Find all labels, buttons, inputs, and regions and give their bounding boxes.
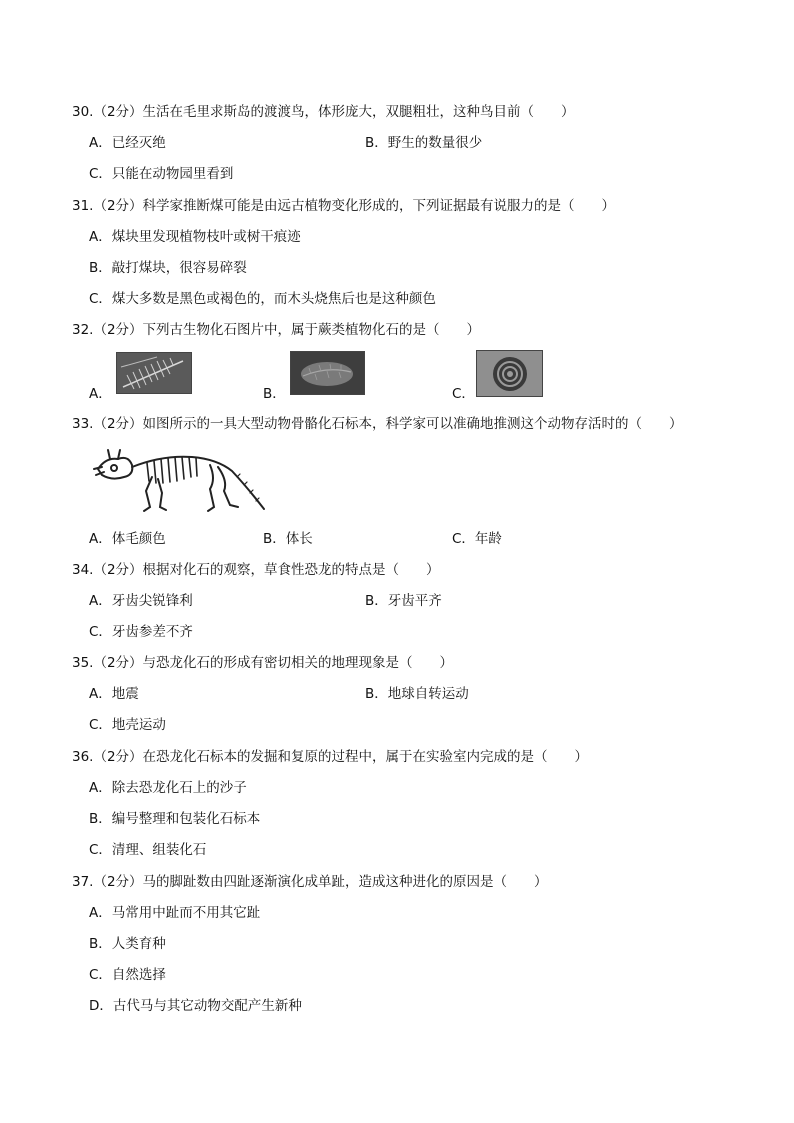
leaf-fossil-image [290, 351, 365, 395]
q34-option-a[interactable]: A．牙齿尖锐锋利 [89, 593, 193, 609]
q34-option-c[interactable]: C．牙齿参差不齐 [89, 624, 193, 640]
q30-option-c[interactable]: C．只能在动物园里看到 [89, 166, 234, 182]
q36-option-c[interactable]: C．清理、组装化石 [89, 842, 207, 858]
q36-option-b[interactable]: B．编号整理和包装化石标本 [89, 811, 261, 827]
q34-option-b[interactable]: B．牙齿平齐 [365, 593, 442, 609]
question-30-stem: 30.（2分）生活在毛里求斯岛的渡渡鸟，体形庞大，双腿粗壮，这种鸟目前（ ） [72, 104, 575, 120]
q32-option-c[interactable]: C． [452, 386, 475, 402]
ammonite-fossil-image [476, 350, 543, 397]
q30-option-b[interactable]: B．野生的数量很少 [365, 135, 483, 151]
dinosaur-skeleton-image [92, 447, 267, 521]
q31-option-c[interactable]: C．煤大多数是黑色或褐色的，而木头烧焦后也是这种颜色 [89, 291, 436, 307]
q37-option-c[interactable]: C．自然选择 [89, 967, 166, 983]
q30-option-a[interactable]: A．已经灭绝 [89, 135, 166, 151]
question-37-stem: 37.（2分）马的脚趾数由四趾逐渐演化成单趾，造成这种进化的原因是（ ） [72, 874, 548, 890]
q35-option-b[interactable]: B．地球自转运动 [365, 686, 469, 702]
q32-option-a[interactable]: A． [89, 386, 112, 402]
question-36-stem: 36.（2分）在恐龙化石标本的发掘和复原的过程中，属于在实验室内完成的是（ ） [72, 749, 589, 765]
q31-option-a[interactable]: A．煤块里发现植物枝叶或树干痕迹 [89, 229, 301, 245]
q37-option-a[interactable]: A．马常用中趾而不用其它趾 [89, 905, 261, 921]
question-33-stem: 33.（2分）如图所示的一具大型动物骨骼化石标本，科学家可以准确地推测这个动物存活时的（ ） [72, 416, 683, 432]
q35-option-c[interactable]: C．地壳运动 [89, 717, 166, 733]
q35-option-a[interactable]: A．地震 [89, 686, 139, 702]
q32-option-b[interactable]: B． [263, 386, 286, 402]
q31-option-b[interactable]: B．敲打煤块，很容易碎裂 [89, 260, 247, 276]
q33-option-a[interactable]: A．体毛颜色 [89, 531, 166, 547]
q37-option-d[interactable]: D．古代马与其它动物交配产生新种 [89, 998, 302, 1014]
question-32-stem: 32.（2分）下列古生物化石图片中，属于蕨类植物化石的是（ ） [72, 322, 481, 338]
question-34-stem: 34.（2分）根据对化石的观察，草食性恐龙的特点是（ ） [72, 562, 440, 578]
question-35-stem: 35.（2分）与恐龙化石的形成有密切相关的地理现象是（ ） [72, 655, 454, 671]
q37-option-b[interactable]: B．人类育种 [89, 936, 166, 952]
question-31-stem: 31.（2分）科学家推断煤可能是由远古植物变化形成的，下列证据最有说服力的是（ ） [72, 198, 616, 214]
q33-option-c[interactable]: C．年龄 [452, 531, 502, 547]
fern-fossil-image [116, 352, 192, 394]
q36-option-a[interactable]: A．除去恐龙化石上的沙子 [89, 780, 247, 796]
q33-option-b[interactable]: B．体长 [263, 531, 313, 547]
